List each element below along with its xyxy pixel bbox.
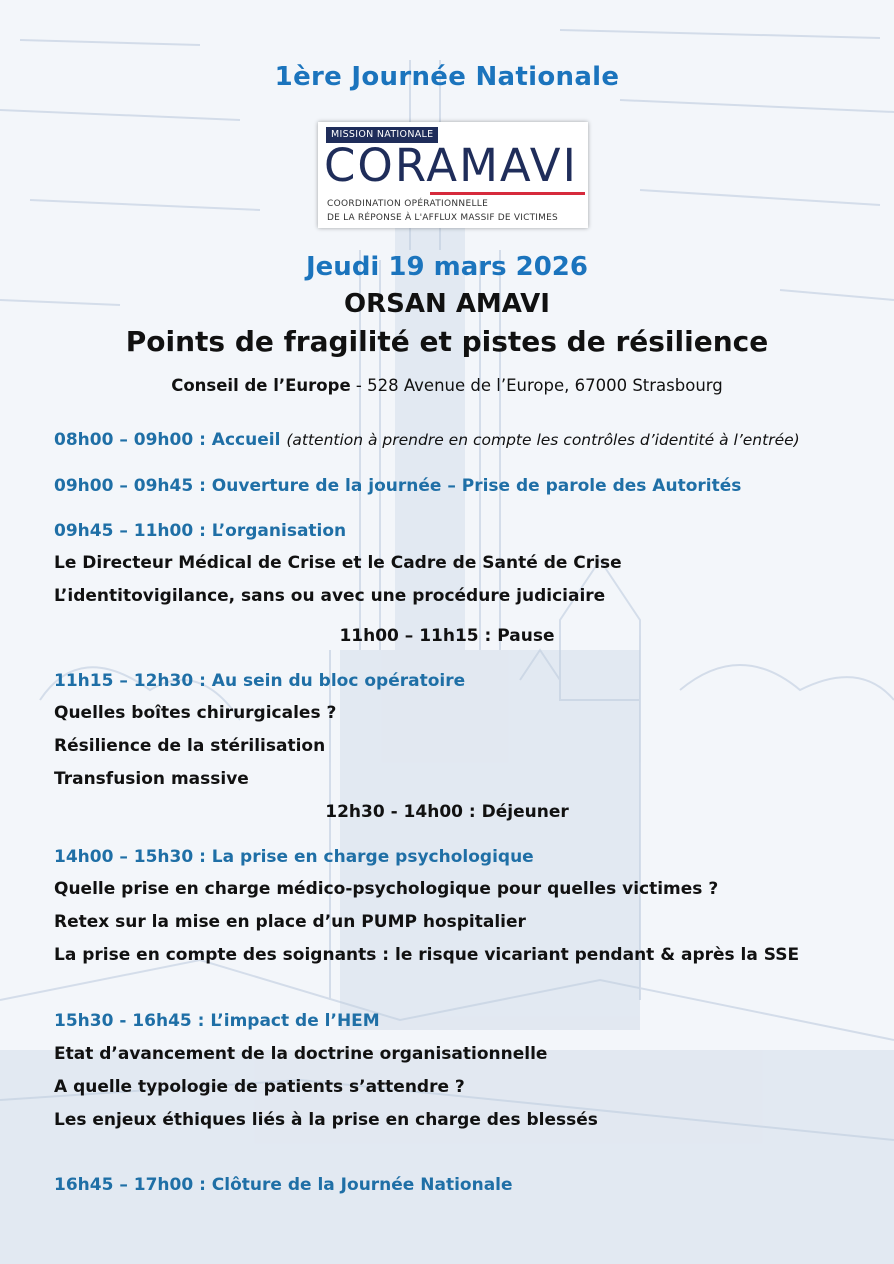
session-organisation: 09h45 – 11h00 : L’organisation [54, 521, 347, 541]
list-item: Retex sur la mise en place d’un PUMP hospitalier [54, 912, 526, 932]
logo-subtitle-1: COORDINATION OPÉRATIONNELLE [327, 199, 489, 209]
break-lunch: 12h30 - 14h00 : Déjeuner [325, 802, 569, 822]
venue-name: Conseil de l’Europe [171, 376, 351, 395]
session-operating-room: 11h15 – 12h30 : Au sein du bloc opératoire [54, 671, 466, 691]
list-item: La prise en compte des soignants : le risque vicariant pendant & après la SSE [54, 945, 800, 965]
list-item: A quelle typologie de patients s’attendre ? [54, 1077, 465, 1097]
session-heading: 08h00 – 09h00 : Accueil [54, 430, 281, 450]
event-subtitle-1: ORSAN AMAVI [344, 289, 550, 319]
list-item: Résilience de la stérilisation [54, 736, 326, 756]
session-closing: 16h45 – 17h00 : Clôture de la Journée Nationale [54, 1175, 513, 1195]
list-item: Quelles boîtes chirurgicales ? [54, 703, 337, 723]
coramavi-logo [318, 122, 588, 228]
list-item: Transfusion massive [54, 769, 249, 789]
list-item: L’identitovigilance, sans ou avec une procédure judiciaire [54, 586, 606, 606]
session-welcome [54, 430, 800, 450]
session-note: (attention à prendre en compte les contrôles d’identité à l’entrée) [286, 431, 800, 449]
event-title: 1ère Journée Nationale [274, 62, 620, 92]
event-subtitle-2: Points de fragilité et pistes de résilience [125, 325, 769, 358]
event-date: Jeudi 19 mars 2026 [306, 252, 588, 282]
logo-badge: MISSION NATIONALE [326, 127, 438, 143]
logo-red-underline [430, 192, 585, 195]
venue [0, 376, 894, 395]
logo-subtitle-2: DE LA RÉPONSE À L'AFFLUX MASSIF DE VICTIMES [327, 213, 558, 223]
list-item: Etat d’avancement de la doctrine organisationnelle [54, 1044, 548, 1064]
break-pause: 11h00 – 11h15 : Pause [339, 626, 555, 646]
logo-name: CORAMAVI [324, 139, 578, 192]
session-opening: 09h00 – 09h45 : Ouverture de la journée – Prise de parole des Autorités [54, 476, 742, 496]
list-item: Le Directeur Médical de Crise et le Cadre de Santé de Crise [54, 553, 622, 573]
venue-address: 528 Avenue de l’Europe, 67000 Strasbourg [367, 376, 723, 395]
venue-separator: - [350, 376, 368, 395]
session-psychological: 14h00 – 15h30 : La prise en charge psychologique [54, 847, 534, 867]
list-item: Les enjeux éthiques liés à la prise en charge des blessés [54, 1110, 598, 1130]
session-hem: 15h30 - 16h45 : L’impact de l’HEM [54, 1011, 380, 1031]
list-item: Quelle prise en charge médico-psychologique pour quelles victimes ? [54, 879, 719, 899]
